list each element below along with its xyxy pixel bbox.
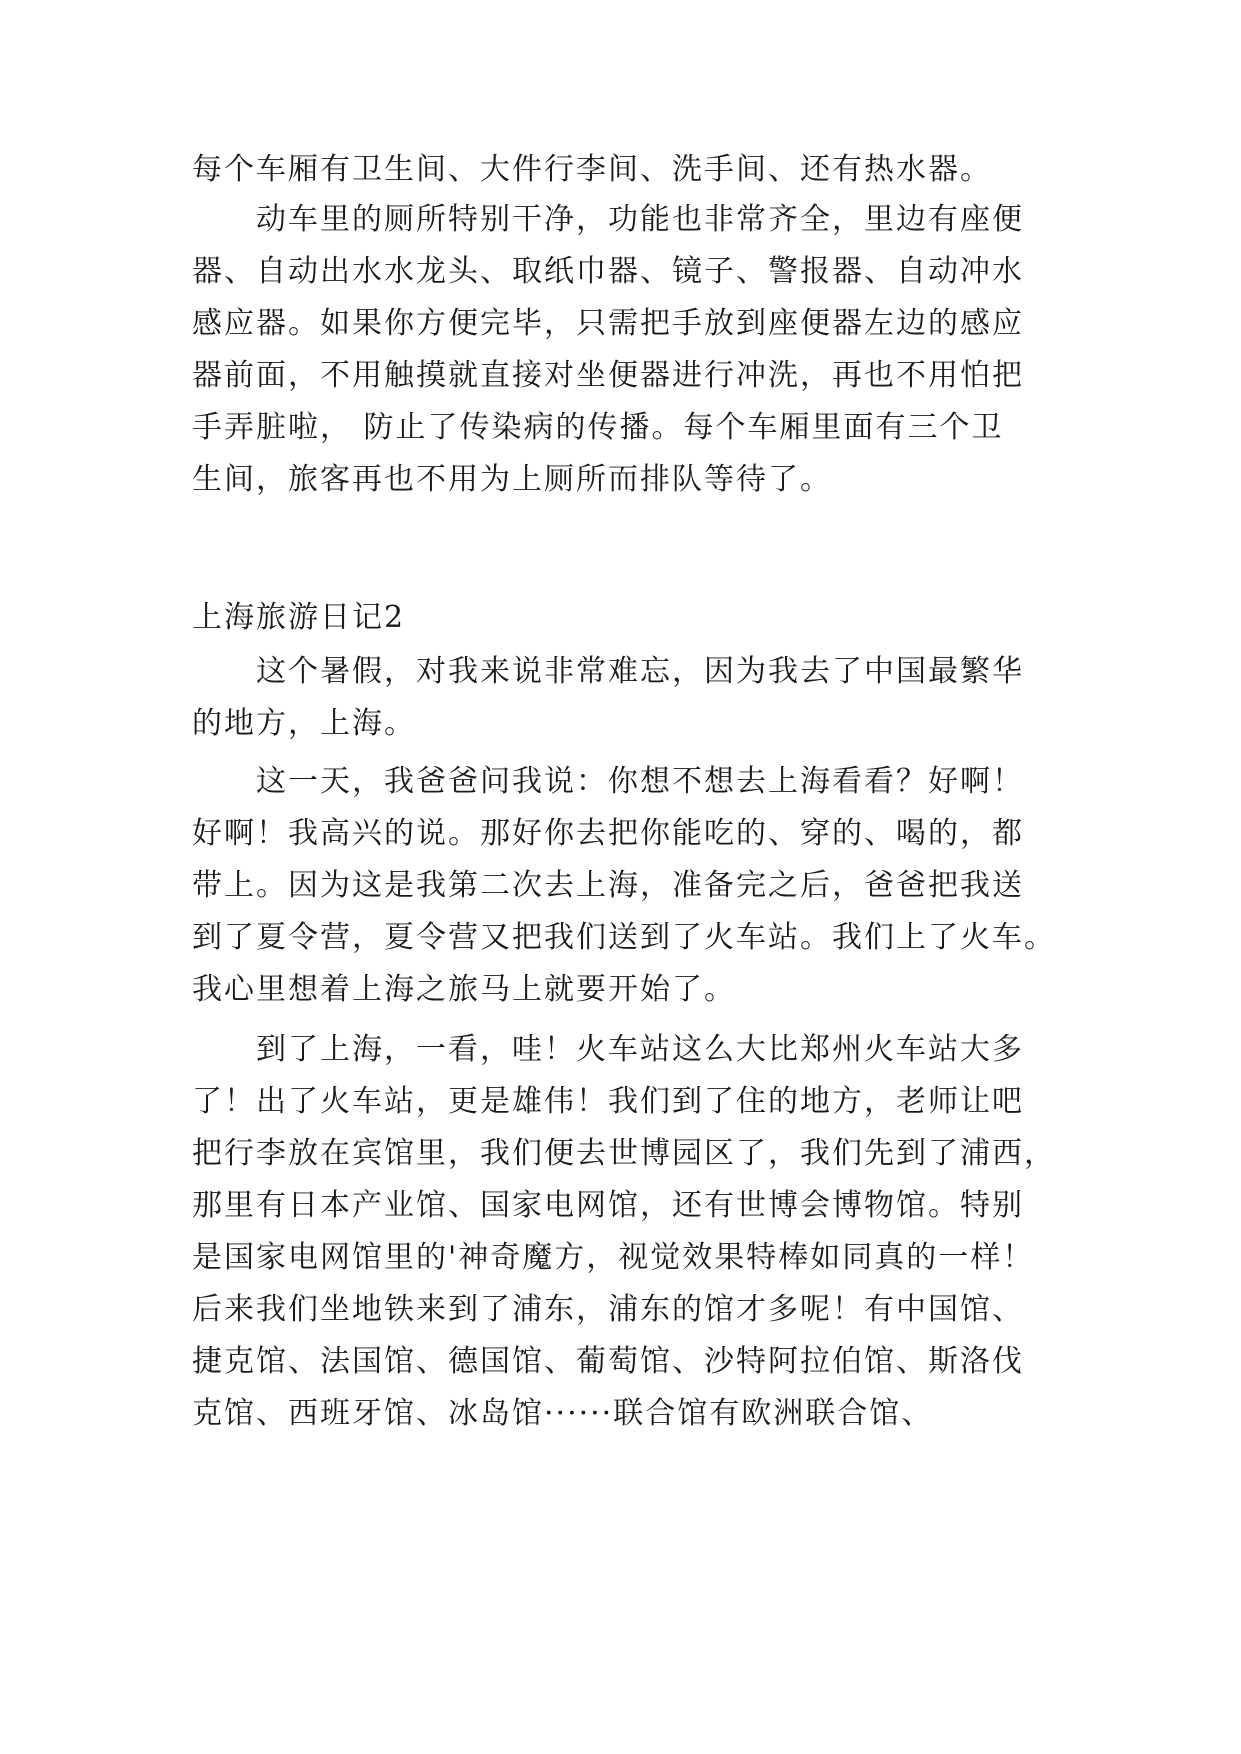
text-line: 每个车厢有卫生间、大件行李间、洗手间、还有热水器。 (192, 152, 992, 187)
paragraph-start: 到了上海，一看，哇！火车站这么大比郑州火车站大多 (256, 1032, 1024, 1067)
text-line: 器前面，不用触摸就直接对坐便器进行冲洗，再也不用怕把 (192, 358, 1024, 393)
section-title: 上海旅游日记2 (192, 600, 406, 635)
text-line: 捷克馆、法国馆、德国馆、葡萄馆、沙特阿拉伯馆、斯洛伐 (192, 1344, 1024, 1379)
text-line: 克馆、西班牙馆、冰岛馆······联合馆有欧洲联合馆、 (192, 1396, 934, 1431)
text-line: 器、自动出水水龙头、取纸巾器、镜子、警报器、自动冲水 (192, 254, 1024, 289)
text-line: 好啊！我高兴的说。那好你去把你能吃的、穿的、喝的，都 (192, 816, 1024, 851)
text-line: 到了夏令营，夏令营又把我们送到了火车站。我们上了火车。 (192, 920, 1056, 955)
paragraph-start: 动车里的厕所特别干净，功能也非常齐全，里边有座便 (256, 202, 1024, 237)
text-line: 的地方，上海。 (192, 706, 416, 741)
text-line: 感应器。如果你方便完毕，只需把手放到座便器左边的感应 (192, 306, 1024, 341)
text-line: 把行李放在宾馆里，我们便去世博园区了，我们先到了浦西， (192, 1136, 1056, 1171)
text-line: 是国家电网馆里的'神奇魔方，视觉效果特棒如同真的一样！ (192, 1240, 1035, 1275)
text-line: 了！出了火车站，更是雄伟！我们到了住的地方，老师让吧 (192, 1084, 1024, 1119)
paragraph-start: 这一天，我爸爸问我说：你想不想去上海看看？好啊！ (256, 764, 1024, 799)
text-line: 带上。因为这是我第二次去上海，准备完之后，爸爸把我送 (192, 868, 1024, 903)
text-line: 手弄脏啦， 防止了传染病的传播。每个车厢里面有三个卫 (192, 410, 1004, 445)
text-line: 后来我们坐地铁来到了浦东，浦东的馆才多呢！有中国馆、 (192, 1292, 1024, 1327)
paragraph-start: 这个暑假，对我来说非常难忘，因为我去了中国最繁华 (256, 654, 1024, 689)
text-line: 我心里想着上海之旅马上就要开始了。 (192, 972, 736, 1007)
text-line: 生间，旅客再也不用为上厕所而排队等待了。 (192, 462, 832, 497)
text-line: 那里有日本产业馆、国家电网馆，还有世博会博物馆。特别 (192, 1188, 1024, 1223)
